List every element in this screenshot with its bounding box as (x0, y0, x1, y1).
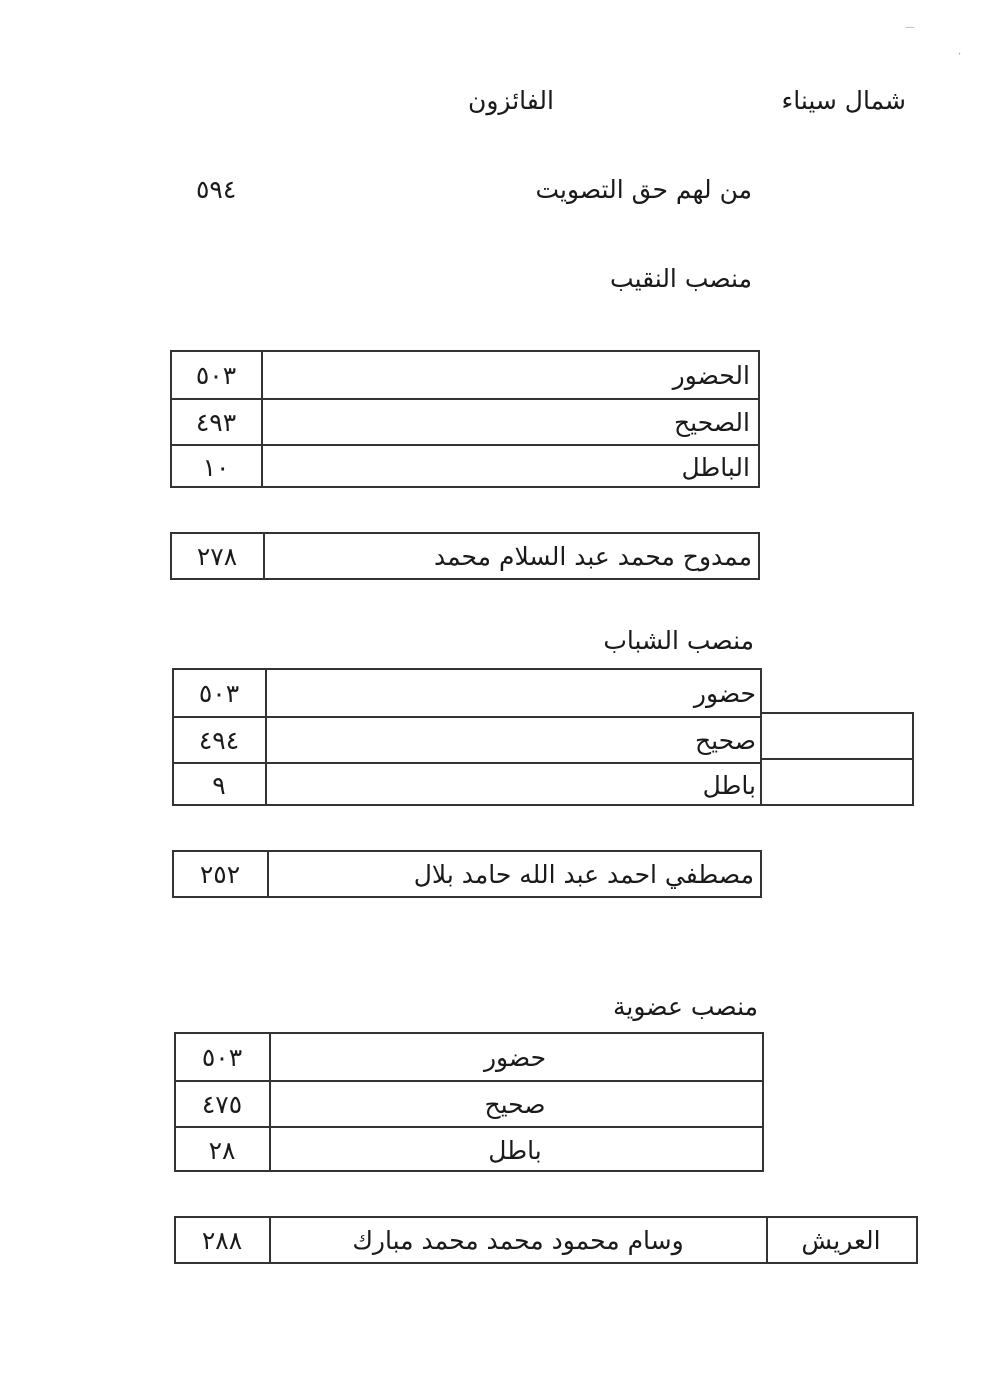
stat-value-invalid: ٢٨ (208, 1135, 236, 1165)
youth-winner-table (172, 850, 762, 898)
stat-label-invalid: باطل (488, 1135, 542, 1165)
stat-label-valid: الصحيح (673, 407, 750, 437)
table-row (174, 762, 760, 806)
youth-stats-table (172, 668, 762, 806)
column-divider (766, 1218, 768, 1262)
stat-value-attendance: ٥٠٣ (195, 360, 237, 390)
head-winner-table (170, 532, 760, 580)
section-title-youth: منصب الشباب (603, 626, 754, 655)
stat-label-attendance: حضور (483, 1042, 547, 1072)
stat-label-valid: صحيح (484, 1089, 546, 1119)
winner-votes: ٢٧٨ (196, 541, 238, 571)
winner-name: ممدوح محمد عبد السلام محمد (433, 541, 752, 571)
column-divider (263, 534, 265, 578)
eligible-voters-count: ٥٩٤ (196, 175, 237, 204)
column-divider (261, 352, 263, 486)
stat-label-attendance: حضور (693, 678, 756, 708)
winner-votes: ٢٨٨ (201, 1225, 243, 1255)
stat-value-valid: ٤٩٣ (195, 407, 237, 437)
table-row (176, 1034, 762, 1080)
stat-value-invalid: ٩ (212, 770, 226, 800)
membership-winner-table (174, 1216, 918, 1264)
stat-value-valid: ٤٧٥ (201, 1089, 243, 1119)
table-row (172, 352, 758, 398)
governorate-name: شمال سيناء (781, 86, 906, 115)
stat-value-attendance: ٥٠٣ (198, 678, 240, 708)
table-row (172, 444, 758, 488)
stat-label-invalid: الباطل (681, 452, 750, 482)
winner-name: مصطفي احمد عبد الله حامد بلال (413, 859, 754, 889)
table-row (176, 1126, 762, 1172)
column-divider (269, 1034, 271, 1170)
head-stats-table (170, 350, 760, 488)
table-row (176, 1080, 762, 1126)
table-row (174, 670, 760, 716)
scan-mark: , (958, 46, 962, 57)
stat-value-valid: ٤٩٤ (198, 725, 240, 755)
stat-label-attendance: الحضور (672, 360, 750, 390)
empty-side-cell (760, 712, 914, 806)
section-title-head: منصب النقيب (610, 264, 752, 293)
stat-value-invalid: ١٠ (202, 452, 230, 482)
winner-name: وسام محمود محمد محمد مبارك (352, 1225, 684, 1255)
stat-label-invalid: باطل (702, 770, 756, 800)
winner-votes: ٢٥٢ (199, 859, 241, 889)
section-title-membership: منصب عضوية (613, 992, 758, 1021)
stat-value-attendance: ٥٠٣ (201, 1042, 243, 1072)
column-divider (267, 852, 269, 896)
table-row (174, 716, 760, 762)
winner-district: العريش (801, 1225, 881, 1255)
column-divider (269, 1218, 271, 1262)
membership-stats-table (174, 1032, 764, 1172)
scan-mark: — (905, 22, 915, 33)
table-row (172, 398, 758, 444)
eligible-voters-label: من لهم حق التصويت (535, 175, 752, 204)
column-divider (265, 670, 267, 804)
stat-label-valid: صحيح (694, 725, 756, 755)
winners-title: الفائزون (467, 86, 554, 115)
